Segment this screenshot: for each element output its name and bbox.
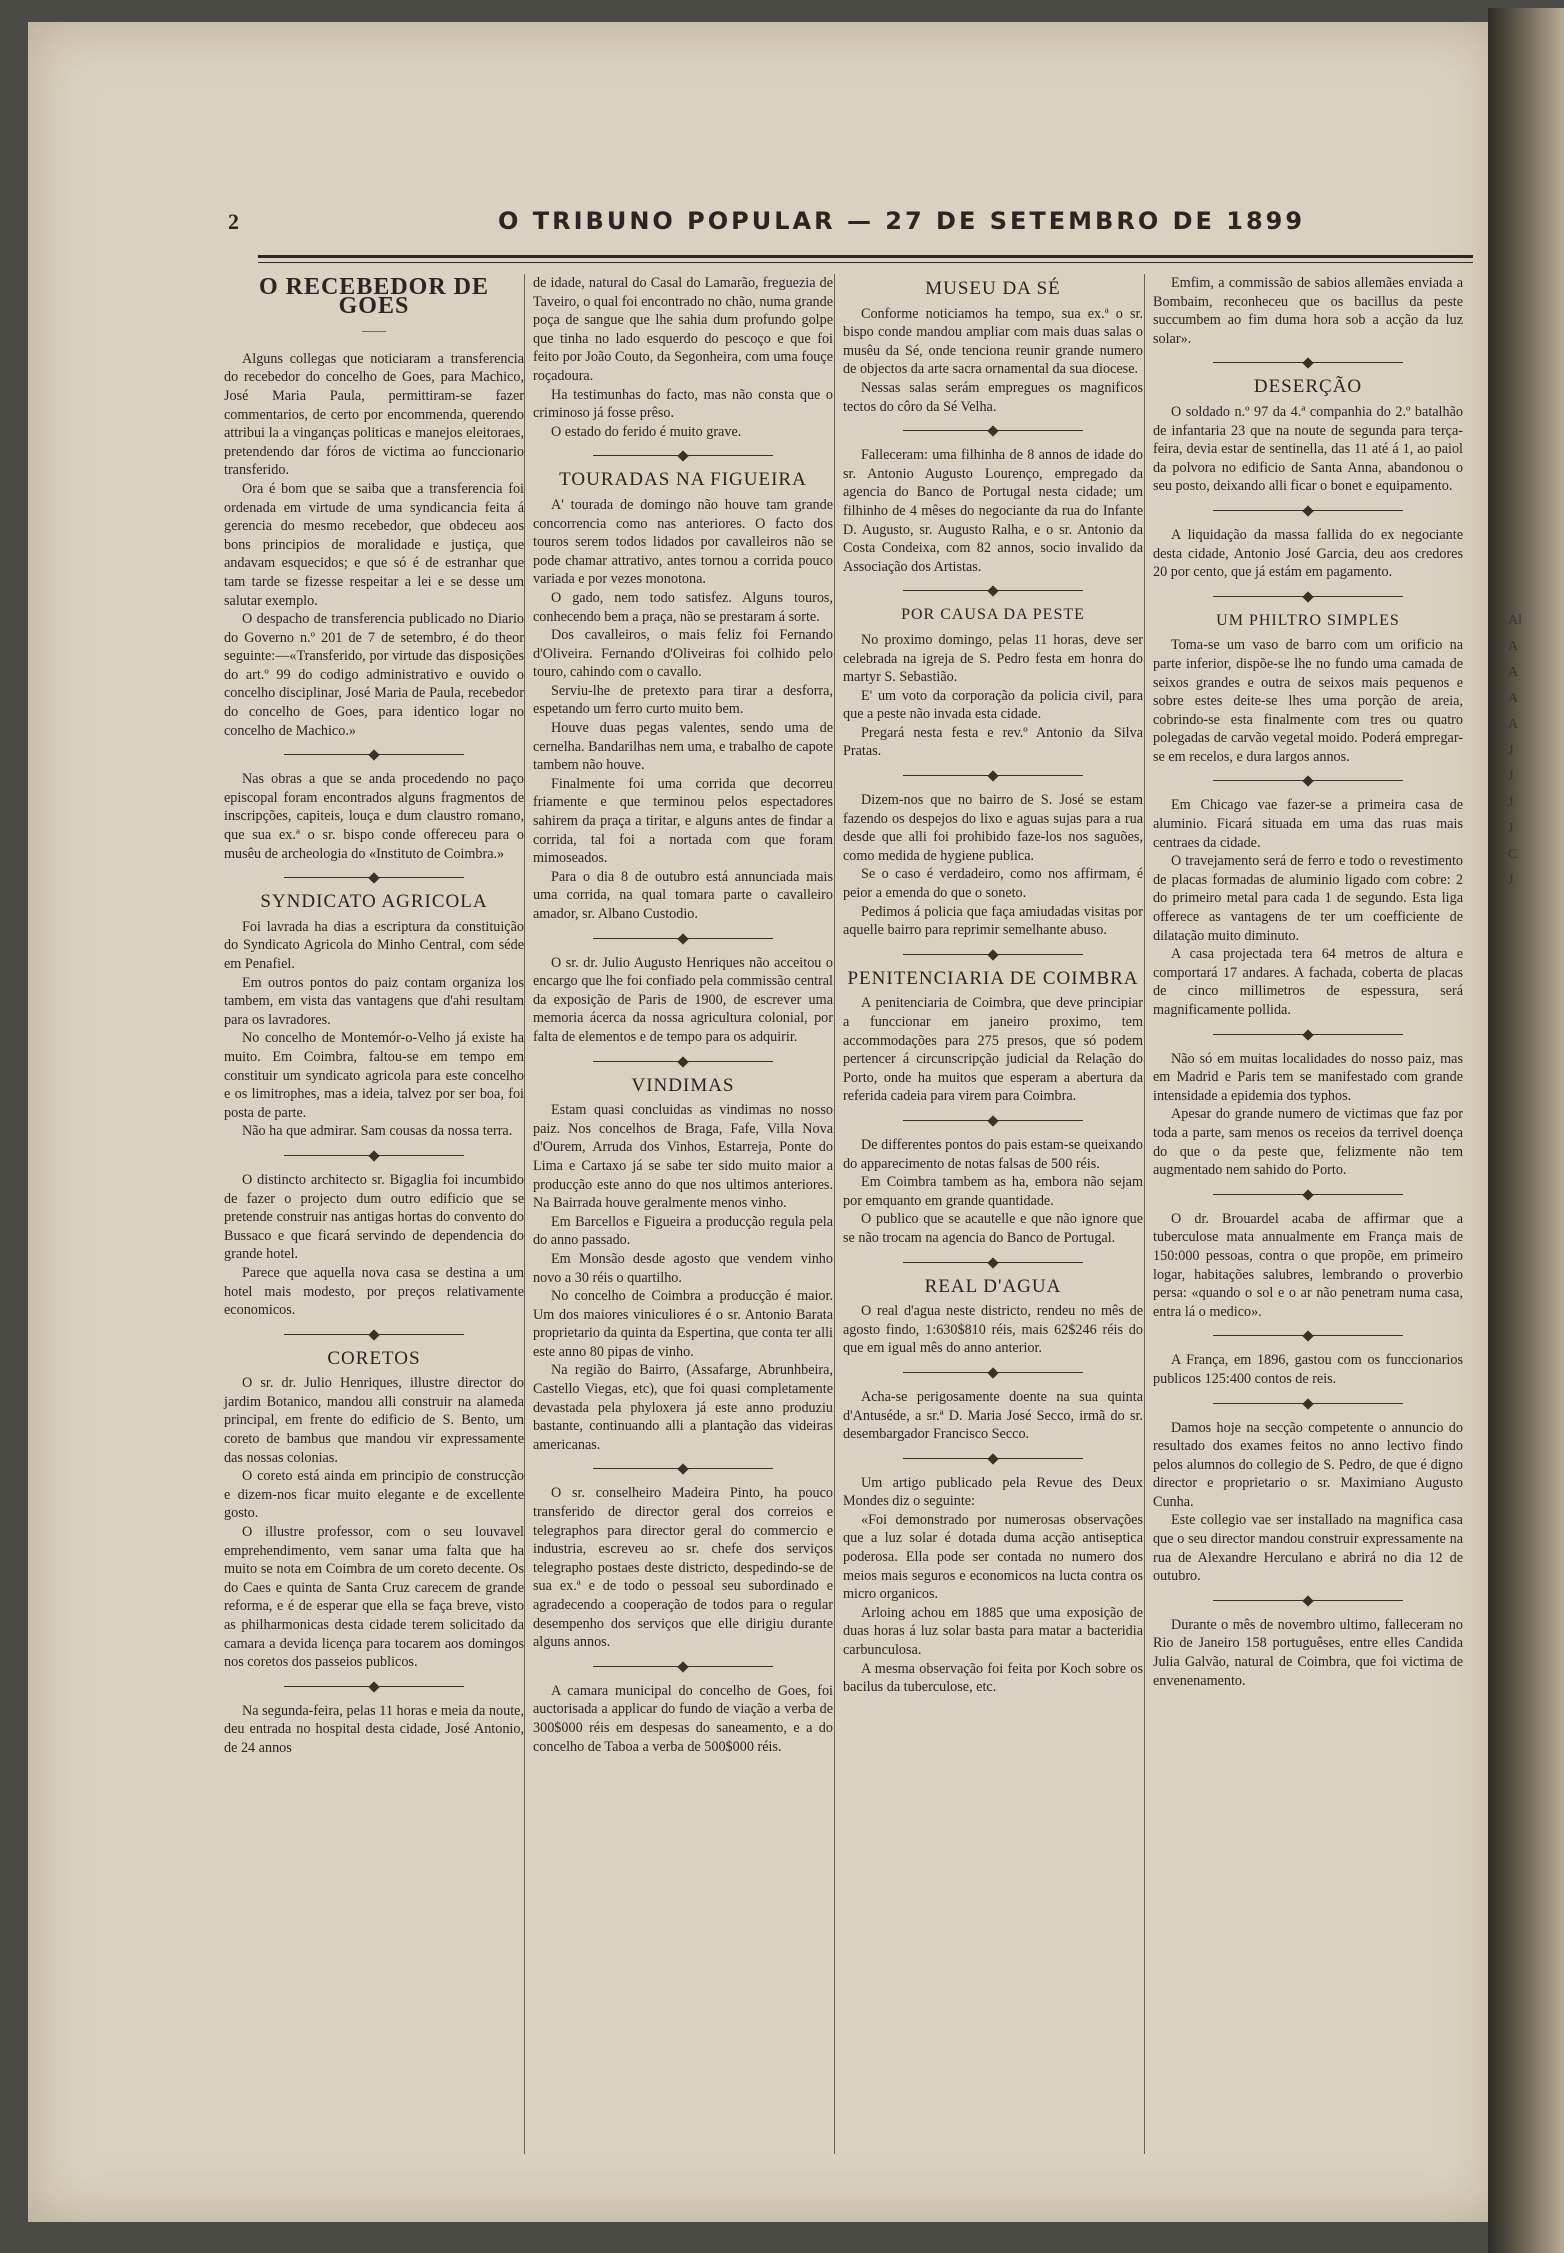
article-paragraph: Falleceram: uma filhinha de 8 annos de idade do sr. Antonio Augusto Lourenço, empregado da agencia do Banco de Portugal nesta cidade; um filhinho de 4 mêses do negociante da rua do Infante D. Augusto, sr. Augusto Ralha, e o sr. Antonio da Costa Condeixa, com 82 annos, socio invalido da Associação dos Artistas.: [843, 447, 1143, 575]
column-divider: [834, 274, 835, 2154]
headline-penitenciaria: PENITENCIARIA DE COIMBRA: [847, 967, 1139, 989]
separator: [224, 1149, 524, 1163]
separator: [1153, 1329, 1463, 1343]
article-paragraph: Dizem-nos que no bairro de S. José se estam fazendo os despejos do lixo e aguas sujas para a rua desde que alli foi prohibido faze-los nos saguões, como medida de hygiene publica.: [843, 792, 1143, 864]
separator: [1153, 1594, 1463, 1608]
separator: [533, 1055, 833, 1069]
separator: [843, 948, 1143, 962]
article-paragraph: Durante o mês de novembro ultimo, falleceram no Rio de Janeiro 158 portuguêses, entre elles Candida Julia Galvão, natural de Coimbra, que foi victima de envenenamento.: [1153, 1616, 1463, 1689]
article-paragraph: Ora é bom que se saiba que a transferencia foi ordenada em virtude de uma syndicancia feita á gerencia do mesmo recebedor, que obdeceu aos bons principios de moralidade e justiça, que andavam esquecidos; e que só é de estranhar que tam tarde se fizesse respeitar a lei e se desse um salutar exemplo.: [224, 480, 524, 609]
article-paragraph: O dr. Brouardel acaba de affirmar que a tuberculose mata annualmente em França mais de 150:000 pessoas, contra o que propõe, em primeiro logar, habitações salubres, lembrando o proverbio persa: «quando o sol e o ar não penetram numa casa, entra lá o medico».: [1153, 1210, 1463, 1320]
column-divider: [1144, 274, 1145, 2154]
masthead: [228, 207, 1488, 237]
adjacent-page-edge: [1488, 8, 1564, 2253]
adjacent-page-text: Al A A A A J J J J C J: [1508, 613, 1522, 888]
separator: [533, 1660, 833, 1674]
masthead-rule: [258, 255, 1473, 263]
headline-dash: ——: [362, 323, 386, 338]
newspaper-page: [28, 22, 1500, 2222]
article-paragraph: Não ha que admirar. Sam cousas da nossa terra.: [242, 1123, 513, 1140]
article-paragraph: Não só em muitas localidades do nosso paiz, mas em Madrid e Paris tem se manifestado com grande intensidade a epidemia dos typhos.: [1153, 1050, 1463, 1104]
article-paragraph: O sr. conselheiro Madeira Pinto, ha pouco transferido de director geral dos correios e telegraphos para director geral do commercio e industria, escreveu ao sr. chefe dos serviços telegrapho postaes deste districto, despedindo-se de sua ex.ª e de todo o pessoal seu subordinado e agradecendo a cooperação de todos para o regular desempenho dos serviços que elle dirigiu durante alguns annos.: [533, 1485, 833, 1651]
separator: [843, 584, 1143, 598]
column-2: [533, 274, 833, 1756]
article-paragraph: O soldado n.º 97 da 4.ª companhia do 2.º batalhão de infantaria 23 que na noute de segunda para terça-feira, devia estar de sentinella, das 11 até á 1, ao paiol da polvora no edificio de Santa Anna, abandonou o seu posto, deixando alli ficar o bonet e equipamento.: [1153, 403, 1463, 495]
article-paragraph: Parece que aquella nova casa se destina a um hotel mais modesto, por preços relativamente economicos.: [224, 1264, 524, 1319]
article-paragraph: de idade, natural do Casal do Lamarão, freguezia de Taveiro, o qual foi encontrado no chão, numa grande poça de sangue que lhe sahia dum profundo golpe que tinha no lado esquerdo do pescoço e que foi feito por João Couto, da Segonheira, com uma fouçe roçadoura.: [533, 275, 833, 384]
article-paragraph: Pedimos á policia que faça amiudadas visitas por aquelle bairro para reprimir semelhante abuso.: [843, 903, 1143, 939]
headline-touradas: TOURADAS NA FIGUEIRA: [559, 469, 807, 491]
article-paragraph: O estado do ferido é muito grave.: [551, 423, 742, 440]
article-paragraph: «Foi demonstrado por numerosas observações que a luz solar é dotada duma acção antiseptica poderosa. Ella pode ser contada no numero dos meios mais seguros e economicos na lucta contra os micro organicos.: [843, 1511, 1143, 1603]
separator: [843, 1452, 1143, 1466]
headline-coretos: CORETOS: [327, 1347, 421, 1369]
article-paragraph: Apesar do grande numero de victimas que faz por toda a parte, sam menos os receios da terrivel doença do que o da peste que, felizmente não tem augmentado nem sahido do Porto.: [1153, 1106, 1463, 1179]
separator: [1153, 1397, 1463, 1411]
article-paragraph: A casa projectada tera 64 metros de altura e comportará 17 andares. A fachada, coberta de placas de cinco millimetros de espessura, será magnificamente pollida.: [1153, 946, 1463, 1018]
article-paragraph: Pregará nesta festa e rev.º Antonio da Silva Pratas.: [843, 724, 1143, 760]
headline-peste: POR CAUSA DA PESTE: [901, 606, 1085, 624]
article-paragraph: E' um voto da corporação da policia civil, para que a peste não invada esta cidade.: [843, 687, 1143, 723]
headline-museu: MUSEU DA SÉ: [925, 278, 1061, 299]
article-paragraph: Houve duas pegas valentes, sendo uma de cernelha. Bandarilhas nem uma, e trabalho de capote tambem não houve.: [533, 720, 833, 774]
article-paragraph: Ha testimunhas do facto, mas não consta que o criminoso já fosse prêso.: [533, 386, 833, 422]
headline-desercao: DESERÇÃO: [1253, 376, 1363, 398]
article-paragraph: No concelho de Coimbra a producção é maior. Um dos maiores viniculiores é o sr. Antonio Barata proprietario da quinta da Espertina, que conta ter alli este anno 80 pipas de vinho.: [533, 1288, 833, 1360]
article-paragraph: O gado, nem todo satisfez. Alguns touros, conhecendo bem a praça, não se prestaram á sorte.: [533, 589, 833, 625]
article-paragraph: O travejamento será de ferro e todo o revestimento de placas formadas de aluminio ligado com cobre: 2 do primeiro metal para cada 1 de segundo. Esta liga offerece as vantagens de ter um coefficiente de dilatação muito diminuto.: [1153, 853, 1463, 944]
separator: [843, 1114, 1143, 1128]
separator: [843, 424, 1143, 438]
separator: [1153, 1028, 1463, 1042]
article-paragraph: O despacho de transferencia publicado no Diario do Governo n.º 201 de 7 de setembro, é do theor seguinte:—«Transferido, por virtude das disposições do art.º 99 do codigo administrativo e ouvido o concelho disciplinar, José Maria de Paula, recebedor do concelho de Goes, para identico logar no concelho de Machico.»: [224, 611, 524, 739]
article-paragraph: O sr. dr. Julio Henriques, illustre director do jardim Botanico, mandou alli construir na alameda principal, em frente do edificio de S. Bento, um coreto de bambus que mandou vir expressamente das nossas colonias.: [224, 1375, 524, 1466]
separator: [224, 748, 524, 762]
article-paragraph: Serviu-lhe de pretexto para tirar a desforra, espetando um ferro curto muito bem.: [533, 682, 833, 718]
article-paragraph: O publico que se acautelle e que não ignore que se não trocam na agencia do Banco de Portugal.: [843, 1211, 1143, 1246]
article-paragraph: Arloing achou em 1885 que uma exposição de duas horas á luz solar basta para matar a bacteridia carbunculosa.: [843, 1604, 1143, 1659]
article-paragraph: Um artigo publicado pela Revue des Deux Mondes diz o seguinte:: [843, 1474, 1143, 1510]
article-paragraph: Em Monsão desde agosto que vendem vinho novo a 30 réis o quartilho.: [533, 1250, 833, 1286]
separator: [224, 1680, 524, 1694]
separator: [533, 449, 833, 463]
article-paragraph: Na região do Bairro, (Assafarge, Abrunhbeira, Castello Viegas, etc), que foi quasi completamente devastada pela phyloxera já este anno produziu bastante, continuando alli a plantação das videiras americanas.: [533, 1362, 833, 1453]
article-paragraph: Em Coimbra tambem as ha, embora não sejam por emquanto em grande quantidade.: [843, 1174, 1143, 1209]
separator: [1153, 1188, 1463, 1202]
column-1: [224, 274, 524, 1758]
article-paragraph: A camara municipal do concelho de Goes, foi auctorisada a applicar do fundo de viação a verba de 300$000 réis em despesas do saneamento, e a do concelho de Taboa a verba de 500$000 réis.: [533, 1682, 833, 1755]
separator: [1153, 590, 1463, 604]
separator: [1153, 356, 1463, 370]
article-paragraph: Em Chicago vae fazer-se a primeira casa de aluminio. Ficará situada em uma das ruas mais centraes da cidade.: [1153, 797, 1463, 851]
separator: [533, 932, 833, 946]
article-paragraph: Damos hoje na secção competente o annuncio do resultado dos exames feitos no anno lectivo findo pelos alumnos do collegio de S. Pedro, de que é digno director e proprietario o sr. Maximiano Augusto Cunha.: [1153, 1419, 1463, 1510]
separator: [224, 1328, 524, 1342]
article-paragraph: O real d'agua neste districto, rendeu no mês de agosto findo, 1:630$810 réis, mais 62$246 réis do que em igual mês do anno anterior.: [843, 1303, 1143, 1357]
article-paragraph: Este collegio vae ser installado na magnifica casa que o seu director mandou construir expressamente na rua de Alexandre Herculano e abrirá no dia 12 de outubro.: [1153, 1512, 1463, 1585]
separator: [1153, 774, 1463, 788]
article-paragraph: O coreto está ainda em principio de construcção e dizem-nos ficar muito elegante e de excellente gosto.: [224, 1468, 524, 1522]
separator: [843, 1366, 1143, 1380]
article-paragraph: Em outros pontos do paiz contam organiza los tambem, em vista das vantagens que d'ahi resultam para os lavradores.: [224, 974, 524, 1028]
article-paragraph: Se o caso é verdadeiro, como nos affirmam, é peior a emenda do que o soneto.: [843, 866, 1143, 902]
article-paragraph: Conforme noticiamos ha tempo, sua ex.ª o sr. bispo conde mandou ampliar com mais duas salas o musêu da Sé, onde tenciona reunir grande numero de objectos da arte sacra ornamental da sua diocese.: [843, 305, 1143, 378]
article-paragraph: A liquidação da massa fallida do ex negociante desta cidade, Antonio José Garcia, deu aos credores 20 por cento, que já estám em pagamento.: [1153, 526, 1463, 581]
column-3: [843, 274, 1143, 1697]
article-paragraph: Finalmente foi uma corrida que decorreu friamente e que terminou pelos espectadores sahirem da praça a tiritar, e alguns antes de findar a corrida, tal foi a nortada com que foram mimoseados.: [533, 775, 833, 867]
article-paragraph: A' tourada de domingo não houve tam grande concorrencia como nas anteriores. O facto dos touros serem todos lidados por cavalleiros não se pode chamar attrativo, antes tornou a corrida pouco variada e por vezes monotona.: [533, 496, 833, 588]
article-paragraph: Nas obras a que se anda procedendo no paço episcopal foram encontrados alguns fragmentos de inscripções, capiteis, louça e dum claustro romano, que sua ex.ª o sr. bispo conde offereceu para o musêu de archeologia do «Instituto de Coimbra.»: [224, 771, 524, 862]
article-paragraph: Nessas salas serám empregues os magnificos tectos do côro da Sé Velha.: [843, 379, 1143, 415]
article-paragraph: Dos cavalleiros, o mais feliz foi Fernando d'Oliveira. Fernando d'Oliveiras foi colhido pelo touro, cahindo com o cavallo.: [533, 627, 833, 681]
article-paragraph: Estam quasi concluidas as vindimas no nosso paiz. Nos concelhos de Braga, Fafe, Villa Nova d'Ourem, Arruda dos Vinhos, Estarreja, Ponte do Lima e Cartaxo já se sabe ter sido muito maior a producção este anno do que nos ultimos anteriores. Na Bairrada houve geralmente menos vinho.: [533, 1102, 833, 1212]
column-4: [1153, 274, 1463, 1690]
article-paragraph: A França, em 1896, gastou com os funccionarios publicos 125:400 contos de reis.: [1153, 1352, 1463, 1387]
separator: [224, 871, 524, 885]
column-divider: [524, 274, 525, 2154]
page-number: 2: [228, 209, 239, 234]
separator: [843, 1256, 1143, 1270]
separator: [843, 769, 1143, 783]
article-paragraph: A penitenciaria de Coimbra, que deve principiar a funccionar em janeiro proximo, tem accommodações para 275 presos, que só podem pertencer á circunscripção judicial da Relação do Porto, onde ha muitos que esperam a abertura da referida cadeia para virem para Coimbra.: [843, 995, 1143, 1105]
article-paragraph: No proximo domingo, pelas 11 horas, deve ser celebrada na igreja de S. Pedro festa em honra do martyr S. Sebastião.: [843, 631, 1143, 686]
article-paragraph: Foi lavrada ha dias a escriptura da constituição do Syndicato Agricola do Minho Central, com séde em Penafiel.: [224, 918, 524, 972]
article-paragraph: Alguns collegas que noticiaram a transferencia do recebedor do concelho de Goes, para Machico, José Maria Paula, permittiram-se fazer commentarios, de certo por encommenda, querendo attribui la a vinganças politicas e manejos eleitoraes, pretendendo dar fóros de victima ao funccionario transferido.: [224, 350, 524, 479]
headline-syndicato: SYNDICATO AGRICOLA: [260, 891, 488, 913]
article-paragraph: Em Barcellos e Figueira a producção regula pela do anno passado.: [533, 1213, 833, 1249]
article-paragraph: A mesma observação foi feita por Koch sobre os bacilus da tuberculose, etc.: [843, 1660, 1143, 1696]
article-paragraph: O distincto architecto sr. Bigaglia foi incumbido de fazer o projecto dum outro edificio que se pretende construir nas antigas hortas do convento do Bussaco e que ficará servindo de dependencia do grande hotel.: [224, 1171, 524, 1263]
article-paragraph: Para o dia 8 de outubro está annunciada mais uma corrida, na qual tomara parte o cavalleiro amador, sr. Albano Custodio.: [533, 868, 833, 922]
newspaper-title: O TRIBUNO POPULAR — 27 DE SETEMBRO DE 1899: [498, 207, 1306, 235]
headline-real-dagua: REAL D'AGUA: [924, 1275, 1062, 1297]
article-paragraph: Na segunda-feira, pelas 11 horas e meia da noute, deu entrada no hospital desta cidade, José Antonio, de 24 annos: [224, 1702, 524, 1756]
article-paragraph: Toma-se um vaso de barro com um orificio na parte inferior, dispõe-se lhe no fundo uma camada de seixos grandes e outra de seixos mais pequenos e sobre estes deite-se lhes uma porção de areia, cobrindo-se esta finalmente com tres ou quatro polegadas de carvão vegetal moido. Poderá empregar-se em recelos, e dura largos annos.: [1153, 637, 1463, 765]
separator: [1153, 504, 1463, 518]
article-paragraph: Emfim, a commissão de sabios allemães enviada a Bombaim, reconheceu que os bacillus da peste succumbem ao fim duma hora sob a acção da luz solar».: [1153, 275, 1463, 347]
headline-vindimas: VINDIMAS: [631, 1074, 735, 1096]
headline-philtro: UM PHILTRO SIMPLES: [1216, 611, 1400, 629]
article-paragraph: Acha-se perigosamente doente na sua quinta d'Antuséde, a sr.ª D. Maria José Secco, irmã do sr. desembargador Francisco Secco.: [843, 1388, 1143, 1443]
article-paragraph: No concelho de Montemór-o-Velho já existe ha muito. Em Coimbra, faltou-se em tempo em constituir um syndicato agricola para este concelho e os limitrophes, mas a ideia, talvez por ser boa, foi posta de parte.: [224, 1030, 524, 1121]
separator: [533, 1462, 833, 1476]
article-paragraph: De differentes pontos do pais estam-se queixando do apparecimento de notas falsas de 500 réis.: [843, 1136, 1143, 1172]
article-paragraph: O sr. dr. Julio Augusto Henriques não acceitou o encargo que lhe foi confiado pela commissão central da exposição de Paris de 1900, de escrever uma memoria ácerca da nossa agricultura colonial, por falta de elementos e de tempo para os adquirir.: [533, 954, 833, 1045]
article-paragraph: O illustre professor, com o seu louvavel emprehendimento, vem sanar uma falta que ha muito se nota em Coimbra de um coreto decente. Os do Caes e quinta de Santa Cruz carecem de grande reforma, e é de esperar que ella se faça breve, visto as philharmonicas desta cidade terem solicitado da camara a devida licença para tocarem aos domingos nos coretos dos passeios publicos.: [224, 1524, 524, 1671]
headline-recebedor: O RECEBEDOR DE GOES: [258, 274, 490, 319]
